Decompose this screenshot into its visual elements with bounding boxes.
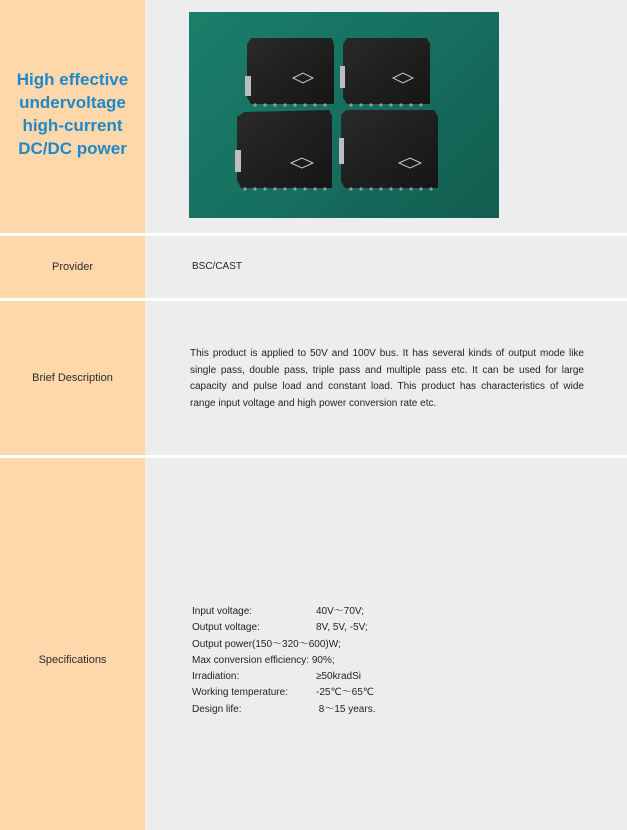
module-image xyxy=(340,38,430,107)
row-divider xyxy=(0,455,627,458)
spec-row xyxy=(192,685,375,701)
row-divider xyxy=(0,233,627,236)
spec-label: Irradiation: xyxy=(192,671,240,683)
spec-label: Input voltage: xyxy=(192,606,253,617)
brief-description-text: This product is applied to 50V and 100V bus. It has several kinds of output mode like single pass, double pass, triple pass and multiple pass etc. It can be used for large capacity and pulse load and constant load. This product has characteristics of wide range input voltage and high power conversion rate etc. xyxy=(190,348,584,409)
spec-value: 40V～70V; xyxy=(316,606,364,617)
spec-row xyxy=(192,702,376,718)
spec-label: Output power(150～320～600)W; xyxy=(192,638,341,650)
row-divider xyxy=(0,298,627,301)
product-photo xyxy=(189,12,499,218)
brief-description-label: Brief Description xyxy=(32,372,113,384)
title-line: DC/DC power xyxy=(18,139,127,158)
spec-row xyxy=(192,637,341,653)
spec-value: 8～15 years. xyxy=(316,703,376,715)
title-line: High effective xyxy=(16,70,129,89)
spec-label: Design life: xyxy=(192,703,242,715)
spec-value: ≥50kradSi xyxy=(316,671,361,683)
spec-row xyxy=(192,669,361,685)
spec-row xyxy=(192,653,341,669)
spec-label: Working temperature: xyxy=(192,687,288,699)
module-image xyxy=(245,38,334,107)
spec-value: -25℃～65℃ xyxy=(316,687,375,699)
module-image xyxy=(235,110,332,191)
provider-label: Provider xyxy=(52,261,93,273)
title-line: high-current xyxy=(22,116,123,135)
spec-value: 90%; xyxy=(311,654,335,666)
module-image xyxy=(339,110,438,191)
spec-label: Output voltage: xyxy=(192,622,260,634)
title-line: undervoltage xyxy=(19,93,126,112)
product-title xyxy=(0,68,145,160)
spec-row xyxy=(192,620,368,636)
specifications-list xyxy=(192,604,376,718)
specifications-label: Specifications xyxy=(38,654,107,666)
provider-value: BSC/CAST xyxy=(192,261,243,272)
spec-label: Max conversion efficiency: xyxy=(192,654,310,666)
spec-row xyxy=(192,604,364,620)
dcdc-modules-photo-icon xyxy=(189,12,499,218)
spec-value: 8V, 5V, -5V; xyxy=(316,622,368,634)
